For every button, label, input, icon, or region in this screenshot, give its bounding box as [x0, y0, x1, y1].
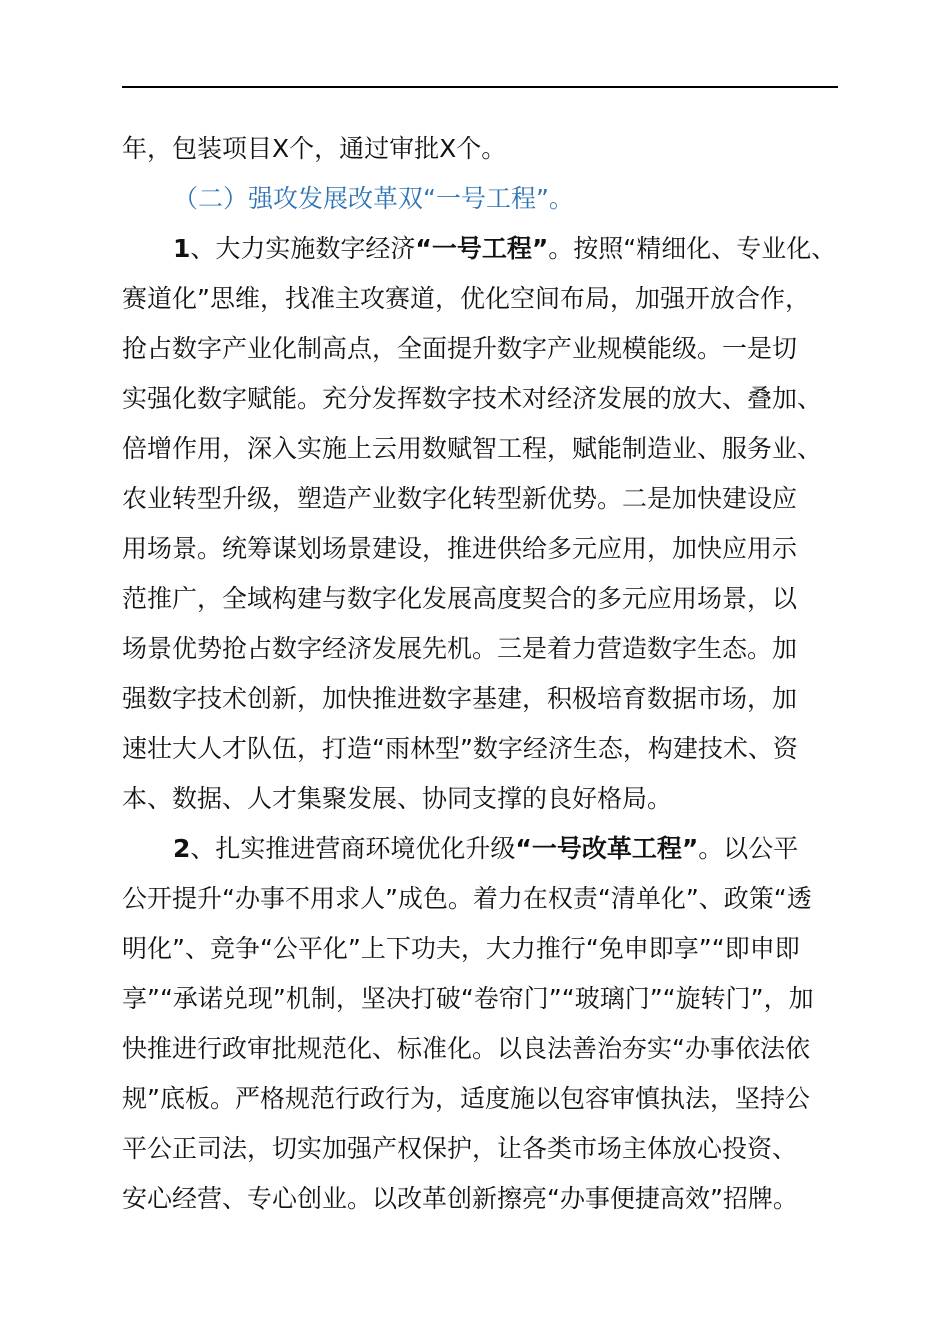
- line-text: 抢占数字产业化制高点，全面提升数字产业规模能级。一是切: [122, 334, 798, 363]
- item-number: 1: [173, 234, 191, 263]
- line-text: 范推广，全域构建与数字化发展高度契合的多元应用场景，以: [122, 584, 798, 613]
- line-text: 强数字技术创新，加快推进数字基建，积极培育数据市场，加: [122, 684, 798, 713]
- line-text: 。以公平: [698, 834, 799, 863]
- paragraph-line: [122, 724, 842, 774]
- item-number: 2: [173, 834, 191, 863]
- paragraph-line: [122, 424, 842, 474]
- paragraph-line: [122, 1124, 842, 1174]
- item-title: 、大力实施数字经济: [190, 234, 416, 263]
- header-rule: [122, 86, 838, 88]
- paragraph-item-2: [122, 824, 842, 1224]
- document-body: [122, 124, 842, 1224]
- line-text: 倍增作用，深入实施上云用数赋智工程，赋能制造业、服务业、: [122, 434, 823, 463]
- paragraph-line: [122, 1024, 842, 1074]
- line-text: 快推进行政审批规范化、标准化。以良法善治夯实“办事依法依: [122, 1034, 810, 1063]
- paragraph-line: [122, 524, 842, 574]
- paragraph-line: [122, 774, 842, 824]
- paragraph-line: [122, 924, 842, 974]
- line-text: 实强化数字赋能。充分发挥数字技术对经济发展的放大、叠加、: [122, 384, 823, 413]
- paragraph-line: [122, 1174, 842, 1224]
- intro-text: 年，包装项目X个，通过审批X个。: [122, 134, 507, 163]
- paragraph-line: [122, 374, 842, 424]
- intro-line: [122, 124, 842, 174]
- line-text: 场景优势抢占数字经济发展先机。三是着力营造数字生态。加: [122, 634, 798, 663]
- line-text: 规”底板。严格规范行政行为，适度施以包容审慎执法，坚持公: [122, 1084, 810, 1113]
- line-text: 赛道化”思维，找准主攻赛道，优化空间布局，加强开放合作，: [122, 284, 810, 313]
- paragraph-line: [122, 974, 842, 1024]
- paragraph-item-1: [122, 224, 842, 824]
- paragraph-line: [122, 274, 842, 324]
- paragraph-line: [122, 624, 842, 674]
- line-text: 。按照“精细化、专业化、: [548, 234, 837, 263]
- line-text: 享”“承诺兑现”机制，坚决打破“卷帘门”“玻璃门”“旋转门”，加: [122, 984, 814, 1013]
- line-text: 本、数据、人才集聚发展、协同支撑的良好格局。: [122, 784, 673, 813]
- paragraph-line: [122, 224, 842, 274]
- line-text: 安心经营、专心创业。以改革创新擦亮“办事便捷高效”招牌。: [122, 1184, 798, 1213]
- section-heading-text: （二）强攻发展改革双“一号工程”。: [173, 184, 574, 213]
- line-text: 明化”、竞争“公平化”上下功夫，大力推行“免申即享”“即申即: [122, 934, 800, 963]
- line-text: 速壮大人才队伍，打造“雨林型”数字经济生态，构建技术、资: [122, 734, 798, 763]
- paragraph-line: [122, 1074, 842, 1124]
- paragraph-line: [122, 474, 842, 524]
- item-title-emphasis: “一号工程”: [415, 234, 549, 263]
- paragraph-line: [122, 674, 842, 724]
- item-title: 、扎实推进营商环境优化升级: [190, 834, 516, 863]
- paragraph-line: [122, 324, 842, 374]
- paragraph-line: [122, 874, 842, 924]
- paragraph-line: [122, 574, 842, 624]
- line-text: 平公正司法，切实加强产权保护，让各类市场主体放心投资、: [122, 1134, 798, 1163]
- line-text: 公开提升“办事不用求人”成色。着力在权责“清单化”、政策“透: [122, 884, 812, 913]
- paragraph-line: [122, 824, 842, 874]
- item-title-emphasis: “一号改革工程”: [515, 834, 699, 863]
- line-text: 农业转型升级，塑造产业数字化转型新优势。二是加快建设应: [122, 484, 798, 513]
- line-text: 用场景。统筹谋划场景建设，推进供给多元应用，加快应用示: [122, 534, 798, 563]
- section-heading: [122, 174, 842, 224]
